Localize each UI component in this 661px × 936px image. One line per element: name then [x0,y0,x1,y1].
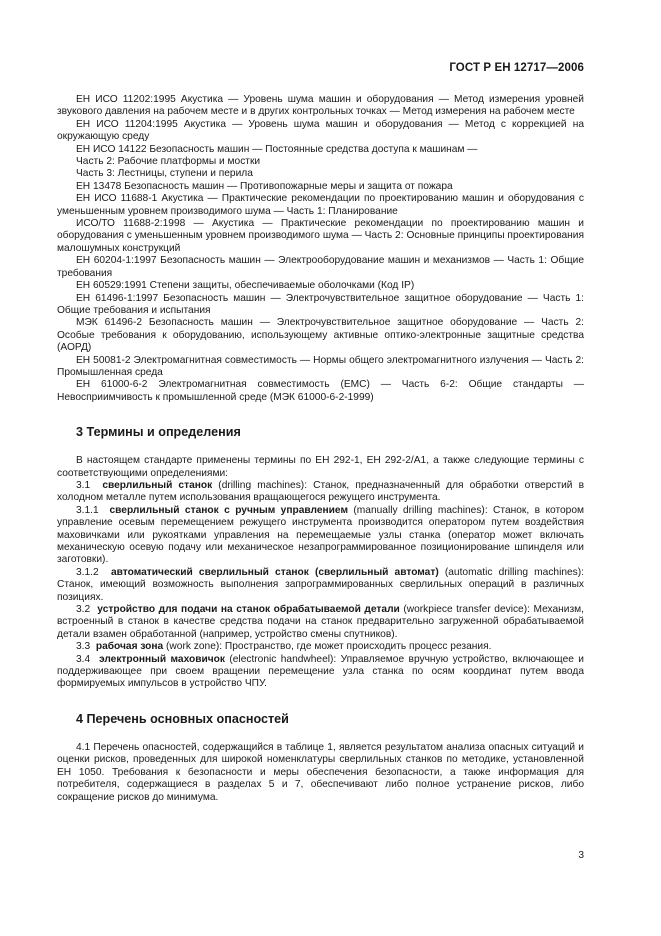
definition-text: (electronic handwheel): Управляемое вручную устройство, включающее и поддерживающее при своем вращении перемещение узла станка по осям координат путем ввода формируемых импульсов в устройство ЧПУ. [57,653,584,690]
section-3-heading: 3 Термины и определения [76,425,241,440]
page-number: 3 [578,850,584,861]
section-4-paragraph: 4.1 Перечень опасностей, содержащийся в таблице 1, является результатом анализа опасных ситуаций и оценки рисков, проведенных для широкой номенклатуры сверлильных станков по методике, установленной ЕН 1050. Требования к безопасности и меры обеспечения безопасности, а также информация для потребителя, содержащиеся в разделах 5 и 7, обеспечивают либо полное устранение рисков, либо сокращение рисков до минимума. [57,741,584,803]
definition-item [57,654,584,691]
definition-number: 3.1.2 [76,566,99,578]
definition-number: 3.2 [76,604,91,616]
reference-item: ЕН 61496-1:1997 Безопасность машин — Электрочувствительное защитное оборудование — Часть 1: Общие требования и испытания [57,292,584,316]
definition-term: устройство для подачи на станок обрабатываемой детали [97,604,400,616]
page-content [57,94,584,804]
definition-term: электронный маховичок [98,653,225,665]
document-id: ГОСТ Р ЕН 12717—2006 [449,62,584,74]
definition-number: 3.1 [76,479,91,491]
definition-item [57,604,584,641]
reference-item: ЕН ИСО 11204:1995 Акустика — Уровень шума машин и оборудования — Метод с коррекцией на окружающую среду [57,118,584,143]
definition-term: рабочая зона [95,641,164,653]
definition-item [57,505,584,567]
normative-references-list [57,94,584,404]
definition-number: 3.4 [76,653,91,665]
reference-item: ЕН ИСО 11202:1995 Акустика — Уровень шума машин и оборудования — Метод измерения уровней звукового давления на рабочем месте и в других контрольных точках — Метод измерения на рабочем месте [57,94,584,118]
reference-item: Часть 3: Лестницы, ступени и перила [76,168,253,180]
definition-text: (drilling machines): Станок, предназначенный для обработки отверстий в холодном металле путем использования вращающегося режущего инструмента. [57,479,584,504]
reference-item: ЕН 50081-2 Электромагнитная совместимость — Нормы общего электромагнитного излучения — Часть 2: Промышленная среда [57,354,584,378]
section-4-heading: 4 Перечень основных опасностей [76,711,289,726]
reference-item: Часть 2: Рабочие платформы и мостки [76,156,261,168]
reference-item: ЕН 60529:1991 Степени защиты, обеспечиваемые оболочками (Код IP) [76,280,415,292]
reference-item: ЕН 13478 Безопасность машин — Противопожарные меры и защита от пожара [76,180,453,192]
definition-item [57,641,584,653]
reference-item: МЭК 61496-2 Безопасность машин — Электрочувствительное защитное оборудование — Часть 2: Особые требования к оборудованию, использующему активные оптико-электронные защитные средства (АОРД) [57,317,584,354]
reference-item: ЕН 60204-1:1997 Безопасность машин — Электрооборудование машин и механизмов — Часть 1: Общие требования [57,255,584,279]
definition-term: сверлильный станок [102,479,213,491]
section-4-body [57,742,584,804]
definition-number: 3.3 [76,641,91,653]
definition-number: 3.1.1 [76,504,99,516]
definition-item [57,567,584,604]
section-3-intro: В настоящем стандарте применены термины по ЕН 292-1, ЕН 292-2/А1, а также следующие термины с соответствующими определениями: [57,455,584,479]
reference-item: ЕН ИСО 14122 Безопасность машин — Постоянные средства доступа к машинам — [76,143,478,155]
definition-text: (workpiece transfer device): Механизм, встроенный в станок в качестве средства подачи на станок предварительно загруженной обрабатываемой детали взамен обработанной (например, устройство смены спутников). [57,604,585,640]
section-3-body [57,455,584,691]
definition-text: (work zone): Пространство, где может происходить процесс резания. [163,641,492,653]
definition-item [57,480,584,505]
definition-term: сверлильный станок с ручным управлением [109,504,348,516]
definition-text: (automatic drilling machines): Станок, имеющий возможность выполнения запрограммированных сверлильных операций в различных позициях. [57,566,584,603]
reference-item: ЕН ИСО 11688-1 Акустика — Практические рекомендации по проектированию машин и оборудования с уменьшенным уровнем производимого шума — Часть 1: Планирование [57,193,584,217]
reference-item: ИСО/ТО 11688-2:1998 — Акустика — Практические рекомендации по проектированию машин и оборудования с уменьшенным уровнем производимого шума — Часть 2: Основные принципы проектирования малошумных конструкций [57,218,584,254]
definition-text: (manually drilling machines): Станок, в котором управление осевым перемещением режущего инструмента производится оператором путем воздействия маховичками или рукоятками управления на перемещаемые узлы станка (оператор может включать механическую осевую подачу или механическое незапрограммированное позиционирование шпинделя или заготовки). [57,504,585,566]
definition-term: автоматический сверлильный станок (сверлильный автомат) [110,566,439,578]
reference-item: ЕН 61000-6-2 Электромагнитная совместимость (ЕМС) — Часть 6-2: Общие стандарты — Невосприимчивость к промышленной среде (МЭК 61000-6-2-1999) [57,379,584,403]
